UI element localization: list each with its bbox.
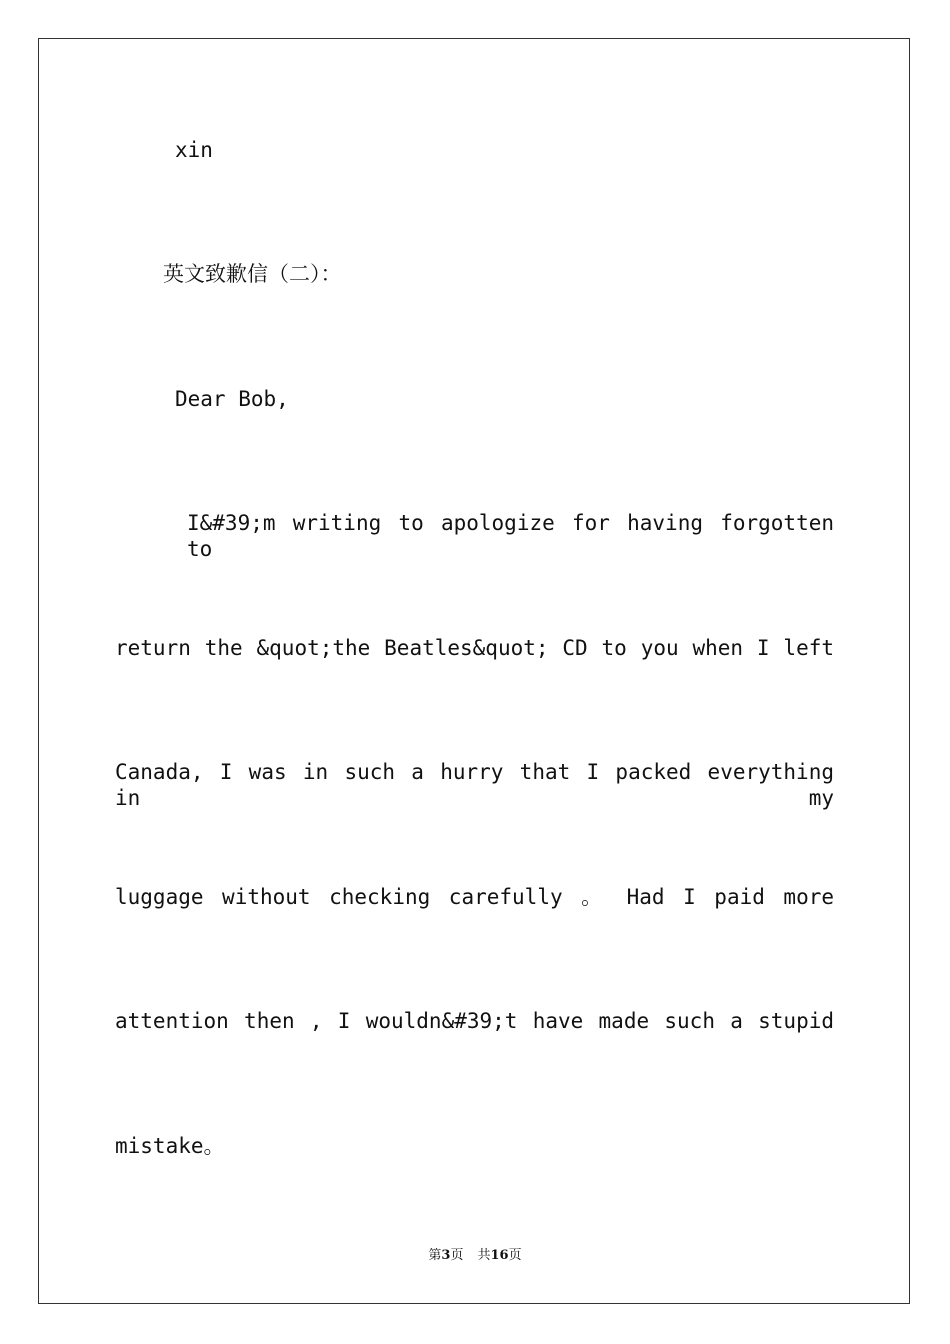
salutation: Dear Bob, (175, 387, 289, 411)
footer-total-pages: 16 (490, 1248, 509, 1263)
footer-total-prefix: 共 (477, 1248, 491, 1263)
body-line-1: I&#39;m writing to apologize for having forgotten to (187, 511, 834, 561)
section-heading: 英文致歉信（二）： (163, 262, 342, 286)
page-footer (0, 1247, 950, 1265)
footer-page-number: 3 (441, 1248, 451, 1263)
body-line-2: return the &quot;the Beatles&quot; CD to you when I left (115, 636, 834, 660)
page-frame (38, 38, 910, 1304)
footer-page-suffix: 页 (450, 1248, 464, 1263)
body-line-3: Canada, I was in such a hurry that I packed everything in my (115, 760, 834, 810)
body-line-5: attention then , I wouldn&#39;t have made such a stupid (115, 1009, 834, 1033)
footer-prefix: 第 (428, 1248, 442, 1263)
body-line-4: luggage without checking carefully 。 Had I paid more (115, 885, 834, 909)
footer-total-suffix: 页 (508, 1248, 522, 1263)
text-line-xin: xin (175, 138, 213, 162)
body-line-6: mistake。 (115, 1134, 225, 1158)
